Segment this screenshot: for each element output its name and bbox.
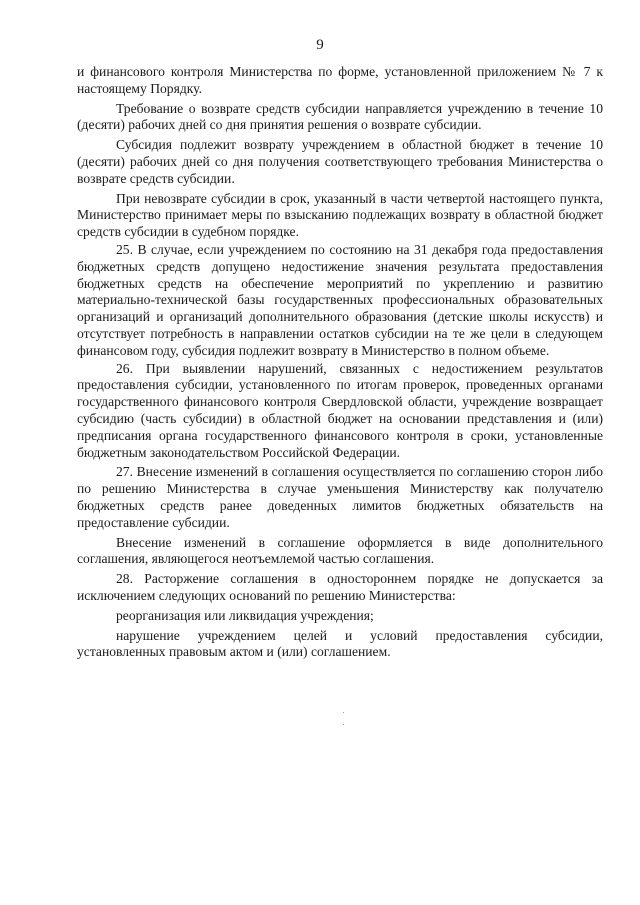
page-number: 9 [316,37,324,53]
scan-speck [343,712,344,713]
paragraph-court-recovery: При невозврате субсидии в срок, указанный в части четвертой настоящего пункта, Министерство принимает меры по взысканию подлежащих возврату в областной бюджет средств субсидии в судебном порядке. [77,190,603,240]
paragraph-refund-deadline: Субсидия подлежит возврату учреждением в областной бюджет в течение 10 (десяти) рабочих дней со дня получения соответствующего требования Министерства о возврате средств субсидии. [77,137,603,186]
paragraph-item-27: 27. Внесение изменений в соглашения осуществляется по соглашению сторон либо по решению Министерства в случае уменьшения Министерству как получателю бюджетных средств ранее доведенных лимитов бюджетных обязательств на предоставление субсидии. [77,464,603,530]
paragraph-item-26: 26. При выявлении нарушений, связанных с недостижением результатов предоставления субсидии, установленного по итогам проверок, проведенных органами государственного финансового контроля Свердловской области, учреждение возвращает субсидию (часть субсидии) в областной бюджет на основании представления и (или) предписания органа государственного финансового контроля в сроки, установленные бюджетным законодательством Российской Федерации. [77,360,603,460]
paragraph-refund-demand: Требование о возврате средств субсидии направляется учреждению в течение 10 (десяти) рабочих дней со дня принятия решения о возврате субсидии. [77,100,603,133]
paragraph-termination-ground-1: реорганизация или ликвидация учреждения; [116,607,374,623]
scan-speck [343,724,344,725]
paragraph-item-28: 28. Расторжение соглашения в одностороннем порядке не допускается за исключением следующих оснований по решению Министерства: [77,571,603,603]
paragraph-termination-ground-2: нарушение учреждением целей и условий предоставления субсидии, установленных правовым актом и (или) соглашением. [77,627,603,660]
paragraph-amendment-form: Внесение изменений в соглашение оформляется в виде дополнительного соглашения, являющегося неотъемлемой частью соглашения. [77,534,603,567]
paragraph-continuation: и финансового контроля Министерства по форме, установленной приложением № 7 к настоящему Порядку. [77,64,603,96]
paragraph-item-25: 25. В случае, если учреждением по состоянию на 31 декабря года предоставления бюджетных средств допущено недостижение значения результата предоставления бюджетных средств на обеспечение мероприятий по укреплению и развитию материально-технической базы государственных профессиональных образовательных организаций и организаций дополнительного образования (детские школы искусств) и отсутствует потребность в направлении остатков субсидии на те же цели в следующем финансовом году, субсидия подлежит возврату в Министерство в полном объеме. [77,241,603,358]
document-body [77,64,603,662]
